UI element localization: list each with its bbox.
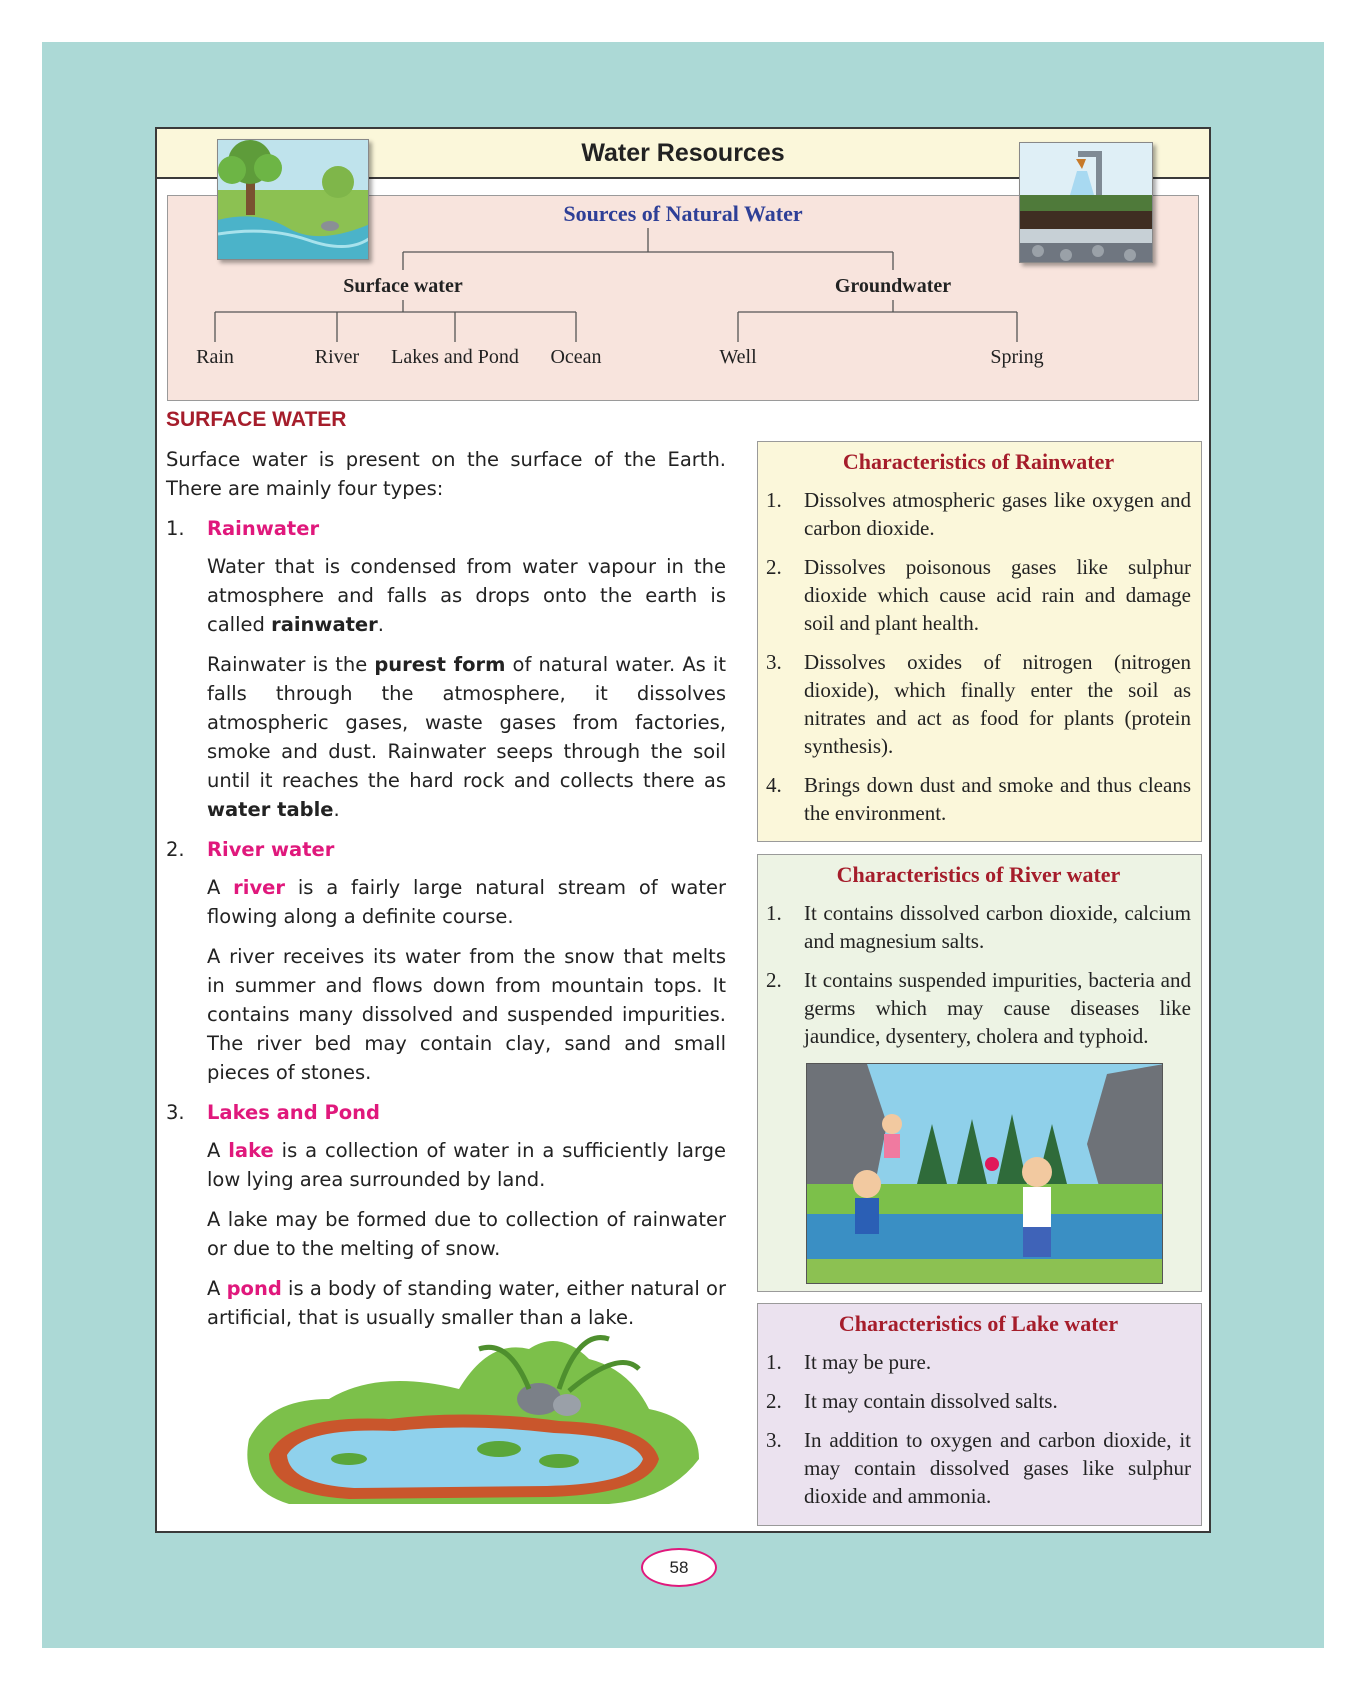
rainwater-characteristics-box (757, 441, 1202, 842)
item-title: Lakes and Pond (207, 1101, 380, 1124)
rainwater-paragraph-1: Water that is condensed from water vapour in the atmosphere and falls as drops onto the earth is called rainwater. (207, 555, 726, 636)
item-number: 3. (166, 1101, 185, 1124)
list-item: 3. Dissolves oxides of nitrogen (nitrogen dioxide), which finally enter the soil as nitrates and act as food for plants (protein synthesis). (766, 650, 1191, 758)
groundwater-label: Groundwater (834, 275, 952, 297)
rainwater-paragraph-2: Rainwater is the purest form of natural water. As it falls through the atmosphere, it dissolves atmospheric gases, waste gases from factories, smoke and dust. Rainwater seeps through the soil until it reaches the hard rock and collects there as water table. (207, 653, 726, 821)
list-item: 4. Brings down dust and smoke and thus cleans the environment. (766, 773, 1191, 825)
diagram-leaf: Well (719, 346, 757, 368)
river-paragraph-2: A river receives its water from the snow that melts in summer and flows down from mountain tops. It contains many dissolved and suspended impurities. The river bed may contain clay, sand and small pieces of stones. (207, 945, 726, 1084)
river-characteristics-box (757, 854, 1202, 1292)
river-paragraph-1: A river is a fairly large natural stream of water flowing along a definite course. (207, 876, 727, 928)
item-title: Rainwater (207, 517, 320, 540)
list-item-lakes (166, 1098, 726, 1127)
lake-paragraph-2: A lake may be formed due to collection of rainwater or due to the melting of snow. (207, 1208, 726, 1260)
page-content (155, 127, 1211, 1533)
page-number: 58 (641, 1548, 717, 1587)
intro-paragraph: Surface water is present on the surface of the Earth. There are mainly four types: (166, 448, 726, 500)
item-title: River water (207, 838, 335, 861)
list-item: 2. Dissolves poisonous gases like sulphur dioxide which cause acid rain and damage soil and plant health. (766, 555, 1191, 635)
pond-paragraph: A pond is a body of standing water, either natural or artificial, that is usually smaller than a lake. (207, 1277, 726, 1329)
item-number: 1. (166, 517, 185, 540)
list-item-river (166, 835, 726, 864)
pond-illustration (229, 1329, 709, 1523)
surface-water-label: Surface water (343, 275, 463, 297)
list-item: 1. Dissolves atmospheric gases like oxygen and carbon dioxide. (766, 488, 1191, 540)
list-item: 2. It may contain dissolved salts. (766, 1389, 1058, 1413)
lake-paragraph-1: A lake is a collection of water in a sufficiently large low lying area surrounded by land. (207, 1139, 726, 1191)
list-item: 3. In addition to oxygen and carbon dioxide, it may contain dissolved gases like sulphur dioxide and ammonia. (766, 1428, 1191, 1508)
river-landscape-illustration (217, 139, 369, 260)
box-title: Characteristics of Rainwater (842, 449, 1115, 474)
diagram-leaf: Rain (196, 346, 234, 368)
list-item: 1. It may be pure. (766, 1350, 932, 1374)
box-title: Characteristics of River water (836, 862, 1121, 887)
lake-characteristics-box (757, 1303, 1202, 1526)
diagram-leaf: Lakes and Pond (391, 346, 519, 368)
list-item: 2. It contains suspended impurities, bacteria and germs which may cause diseases like jaundice, dysentery, cholera and typhoid. (766, 968, 1191, 1048)
diagram-leaf: Spring (990, 346, 1044, 368)
section-heading: SURFACE WATER (166, 408, 347, 431)
left-column (166, 445, 726, 1343)
item-number: 2. (166, 838, 185, 861)
diagram-leaf: Ocean (550, 346, 602, 368)
list-item: 1. It contains dissolved carbon dioxide, calcium and magnesium salts. (766, 901, 1191, 953)
diagram-title: Sources of Natural Water (563, 201, 803, 226)
box-title: Characteristics of Lake water (838, 1311, 1119, 1336)
children-by-river-illustration (806, 1063, 1163, 1284)
page-title: Water Resources (581, 139, 785, 167)
diagram-leaf: River (314, 346, 360, 368)
list-item-rainwater (166, 514, 726, 543)
groundwater-well-illustration (1019, 142, 1153, 263)
